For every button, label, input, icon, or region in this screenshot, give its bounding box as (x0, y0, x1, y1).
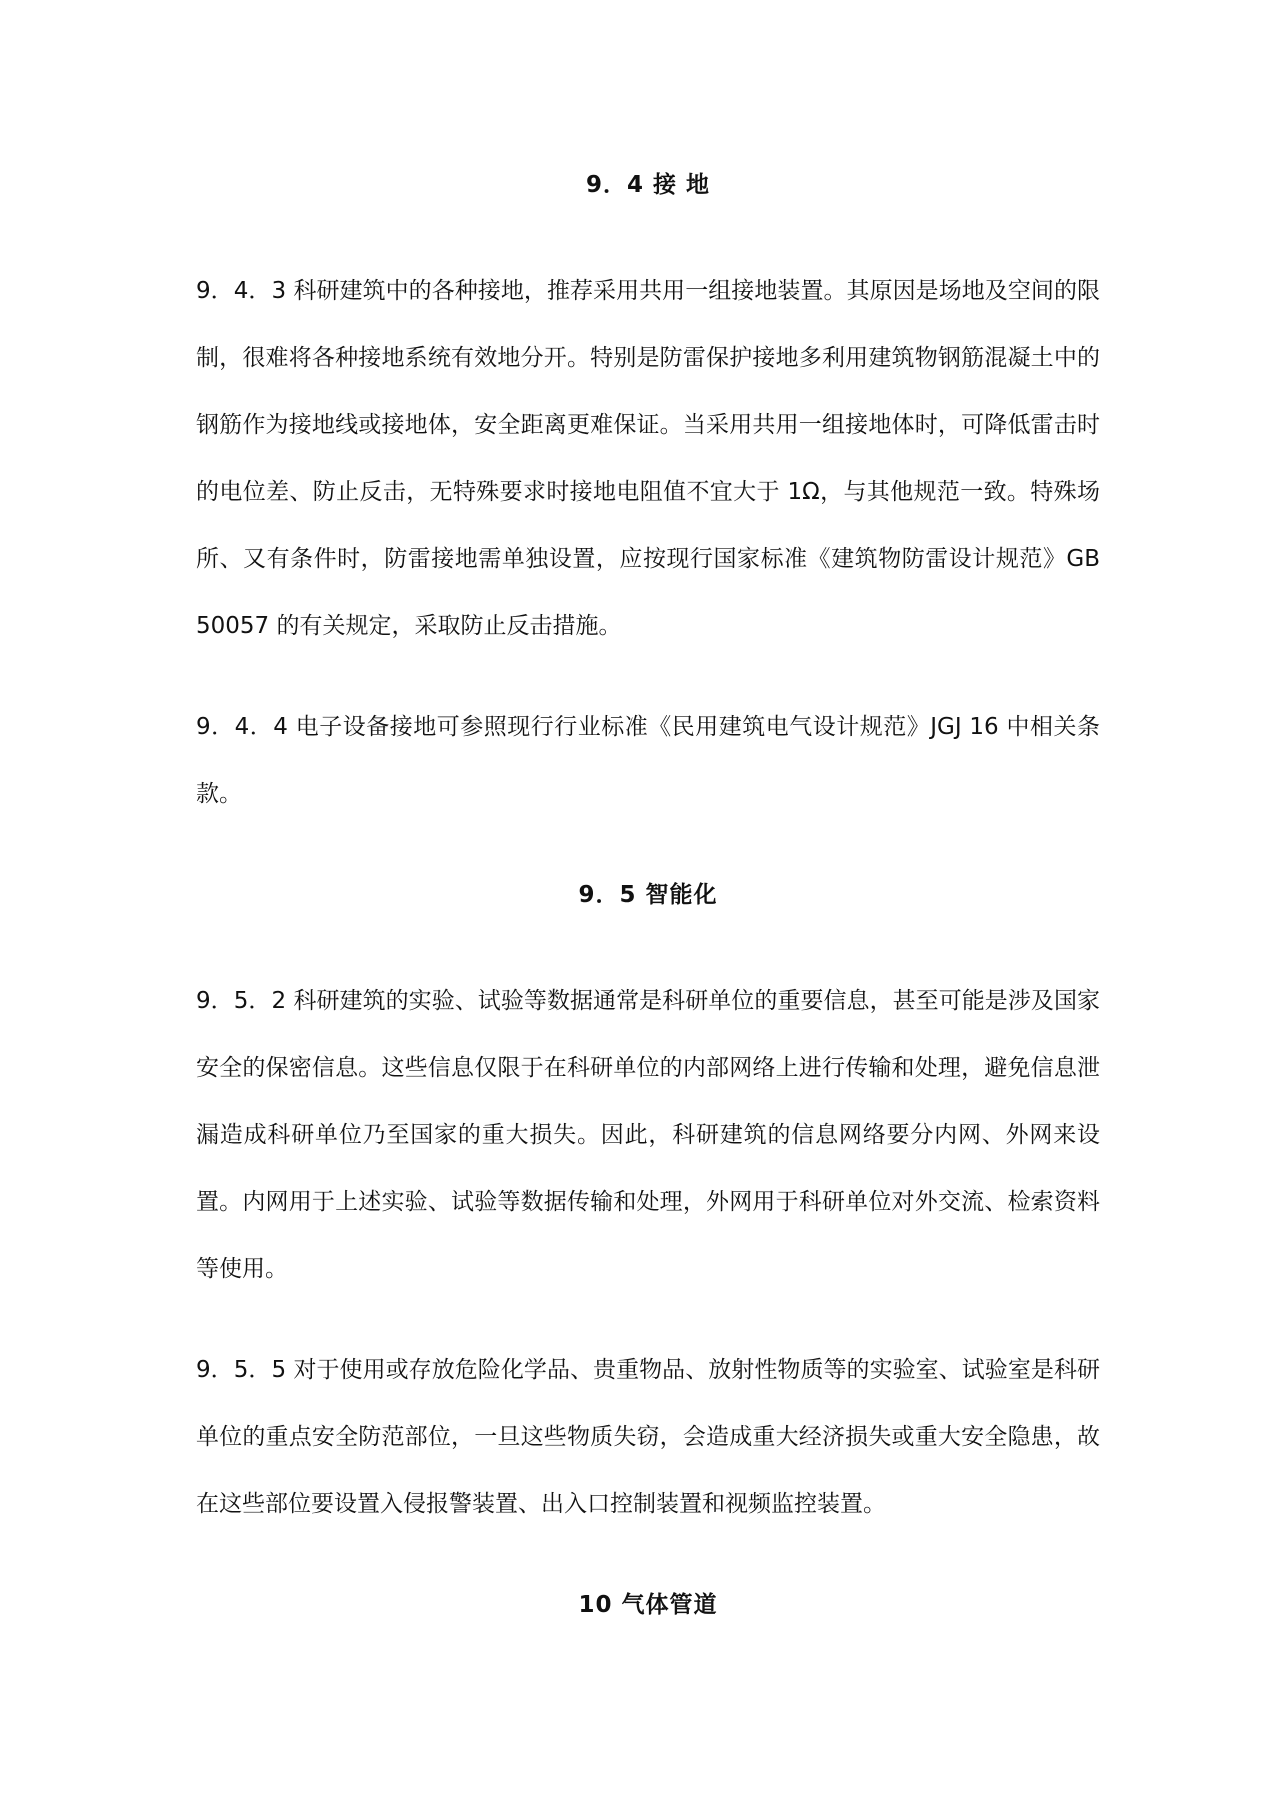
clause-9-5-5: 9．5．5 对于使用或存放危险化学品、贵重物品、放射性物质等的实验室、试验室是科研单位的重点安全防范部位，一旦这些物质失窃，会造成重大经济损失或重大安全隐患，故在这些部位要设置入侵报警装置、出入口控制装置和视频监控装置。 (196, 1357, 1100, 1517)
section-heading-9-4: 9．4 接 地 (585, 172, 711, 198)
clause-9-4-4: 9．4．4 电子设备接地可参照现行行业标准《民用建筑电气设计规范》JGJ 16 中相关条款。 (196, 714, 1100, 807)
document-body (196, 170, 1100, 1620)
clause-9-5-2: 9．5．2 科研建筑的实验、试验等数据通常是科研单位的重要信息，甚至可能是涉及国家安全的保密信息。这些信息仅限于在科研单位的内部网络上进行传输和处理，避免信息泄漏造成科研单位乃至国家的重大损失。因此，科研建筑的信息网络要分内网、外网来设置。内网用于上述实验、试验等数据传输和处理，外网用于科研单位对外交流、检索资料等使用。 (196, 988, 1100, 1282)
section-heading-10: 10 气体管道 (578, 1592, 718, 1618)
section-heading-9-5: 9．5 智能化 (578, 882, 718, 908)
clause-9-4-3: 9．4．3 科研建筑中的各种接地，推荐采用共用一组接地装置。其原因是场地及空间的限制，很难将各种接地系统有效地分开。特别是防雷保护接地多利用建筑物钢筋混凝土中的钢筋作为接地线或接地体，安全距离更难保证。当采用共用一组接地体时，可降低雷击时的电位差、防止反击，无特殊要求时接地电阻值不宜大于 1Ω，与其他规范一致。特殊场所、又有条件时，防雷接地需单独设置，应按现行国家标准《建筑物防雷设计规范》GB 50057 的有关规定，采取防止反击措施。 (196, 278, 1100, 639)
